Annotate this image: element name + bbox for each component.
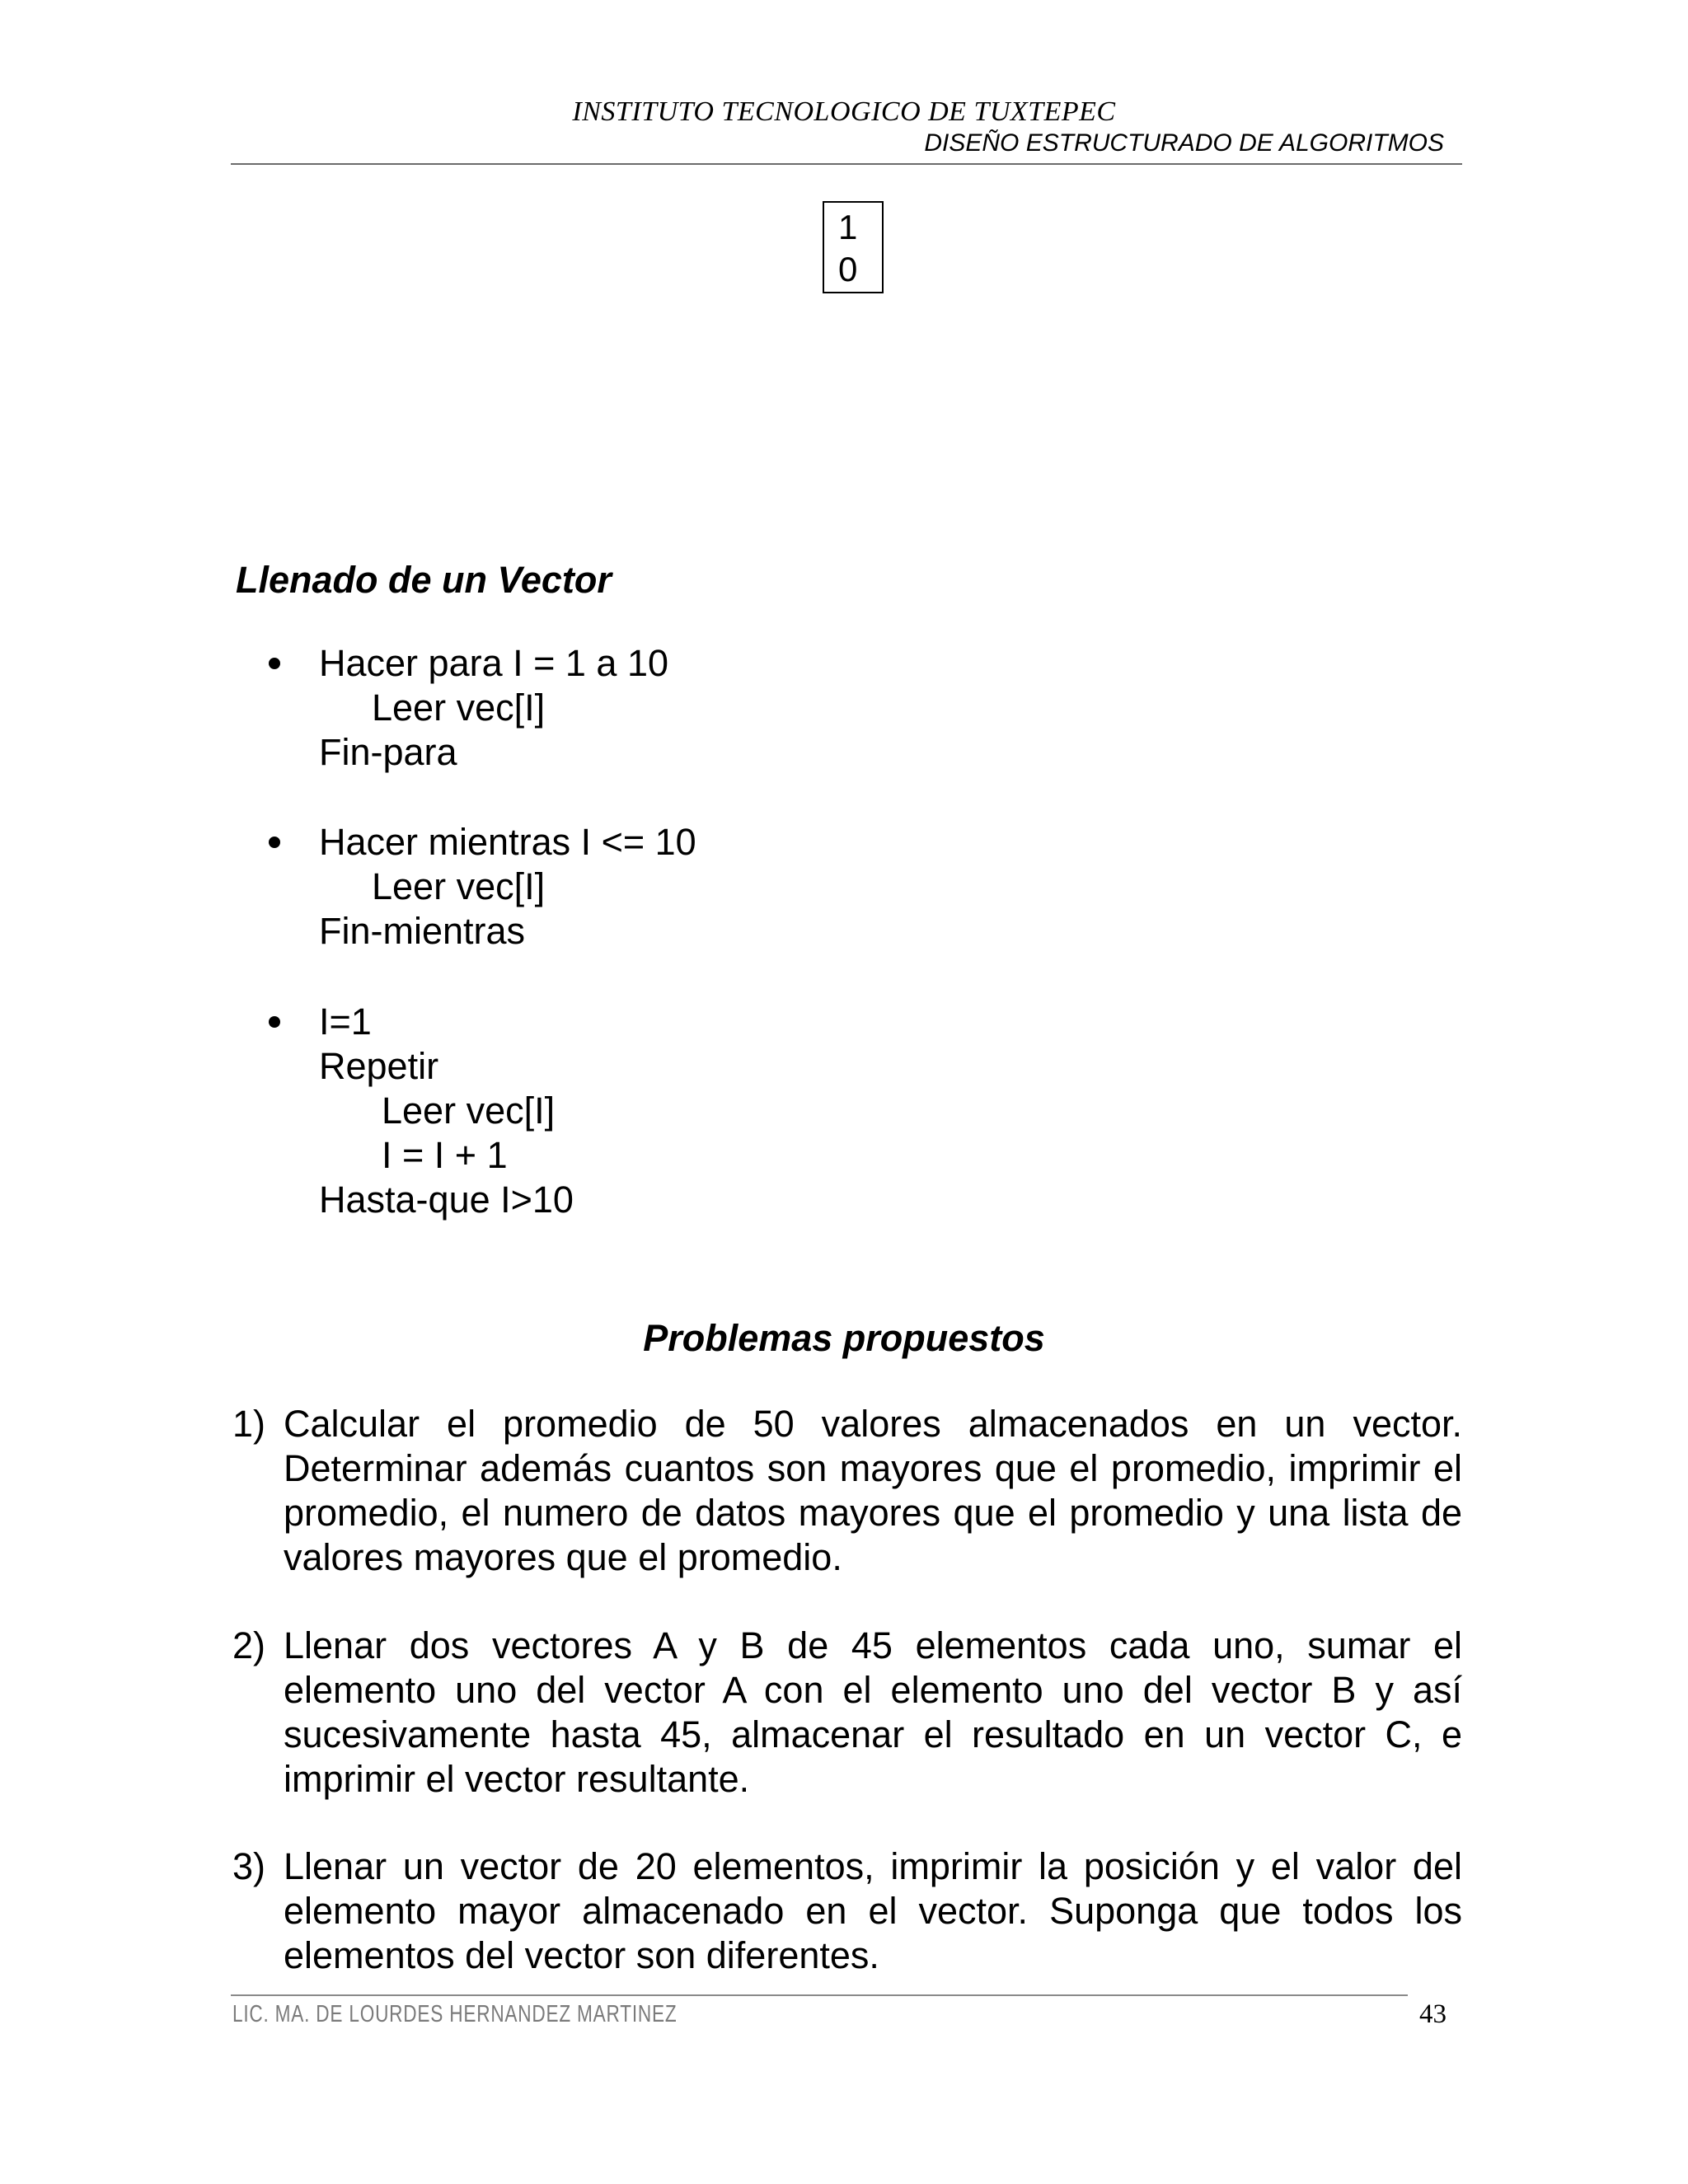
pseudocode-block1-line3: Fin-para [319,731,457,773]
problem-text: Llenar un vector de 20 elementos, imprimir la posición y el valor del elemento mayor almacenado en el vector. Suponga que todos los elementos del vector son diferentes. [284,1845,1462,1976]
header-course-title: DISEÑO ESTRUCTURADO DE ALGORITMOS [924,129,1444,157]
table-cell-line-2: 0 [838,250,858,288]
pseudocode-block3-line2: Repetir [319,1045,439,1087]
pseudocode-block3-line1: I=1 [319,1001,372,1043]
pseudocode-block3-line4: I = I + 1 [382,1134,508,1176]
pseudocode-block1-line1: Hacer para I = 1 a 10 [319,642,669,684]
bullet-icon [269,837,280,848]
page-number: 43 [1419,1999,1447,2029]
header-institution: INSTITUTO TECNOLOGICO DE TUXTEPEC [572,96,1116,127]
bullet-icon [269,1016,280,1028]
problem-text: Calcular el promedio de 50 valores almacenados en un vector. Determinar además cuantos son mayores que el promedio, imprimir el promedio, el numero de datos mayores que el promedio y una lista de valores mayores que el promedio. [284,1403,1462,1578]
pseudocode-block2-line2: Leer vec[I] [372,865,546,907]
problem-number: 3) [232,1845,266,1887]
pseudocode-block3-line5: Hasta-que I>10 [319,1179,574,1221]
pseudocode-block1-line2: Leer vec[I] [372,687,546,729]
table-cell-line-1: 1 [838,208,858,246]
problem-number: 2) [232,1624,266,1666]
section-title: Llenado de un Vector [236,559,612,601]
header-divider [231,163,1462,165]
bullet-icon [269,658,280,669]
problem-item [232,1844,1462,1978]
problems-title: Problemas propuestos [643,1317,1045,1359]
problem-item [232,1402,1462,1580]
problem-number: 1) [232,1403,266,1445]
problem-item [232,1624,1462,1802]
footer-author: LIC. MA. DE LOURDES HERNANDEZ MARTINEZ [232,2001,678,2027]
pseudocode-block2-line3: Fin-mientras [319,910,526,952]
pseudocode-block2-line1: Hacer mientras I <= 10 [319,821,696,863]
footer-divider [231,1994,1408,1996]
table-cell-fragment [823,201,884,293]
pseudocode-block3-line3: Leer vec[I] [382,1090,556,1132]
problem-text: Llenar dos vectores A y B de 45 elementos cada uno, sumar el elemento uno del vector A con el elemento uno del vector B y así sucesivamente hasta 45, almacenar el resultado en un vector C, e imprimir el vector resultante. [284,1624,1462,1800]
